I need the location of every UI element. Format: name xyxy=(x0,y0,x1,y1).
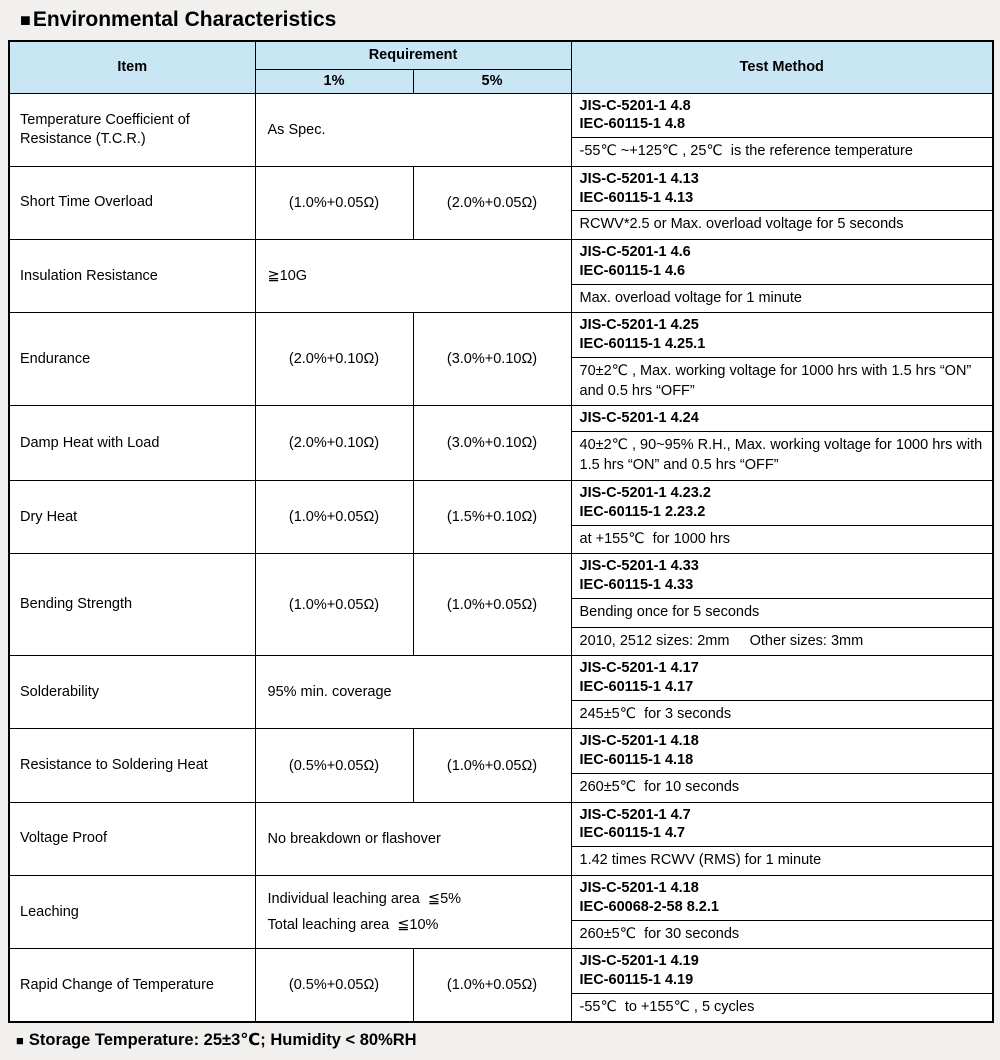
page-title-text: Environmental Characteristics xyxy=(32,8,337,31)
test-line: RCWV*2.5 or Max. overload voltage for 5 seconds xyxy=(579,216,904,233)
test-line: IEC-60115-1 4.25.1 xyxy=(579,336,706,353)
item-cell: Damp Heat with Load xyxy=(9,406,255,481)
test-line: -55℃ ~+125℃ , 25℃ is the reference temperature xyxy=(579,143,913,160)
test-method-cell xyxy=(571,656,993,729)
requirement-5pct-cell: (1.0%+0.05Ω) xyxy=(413,554,571,656)
test-line: 70±2℃ , Max. working voltage for 1000 hrs with 1.5 hrs “ON” and 0.5 hrs “OFF” xyxy=(579,362,972,399)
requirement-1pct-cell: (2.0%+0.10Ω) xyxy=(255,406,413,481)
test-line: IEC-60115-1 4.33 xyxy=(579,577,694,594)
table-row xyxy=(9,875,993,948)
test-line: Bending once for 5 seconds xyxy=(579,604,760,620)
test-method-content xyxy=(572,406,993,480)
table-row xyxy=(9,949,993,1023)
test-standard-refs xyxy=(572,554,993,598)
test-description xyxy=(572,627,993,656)
test-standard-refs xyxy=(572,406,993,431)
requirement-5pct-cell: (3.0%+0.10Ω) xyxy=(413,406,571,481)
table-row xyxy=(9,406,993,481)
test-method-content xyxy=(572,949,993,1021)
test-standard-refs xyxy=(572,313,993,357)
test-standard-refs xyxy=(572,729,993,773)
test-description xyxy=(572,993,993,1022)
test-line: 260±5℃ for 10 seconds xyxy=(579,779,740,796)
test-description xyxy=(572,431,993,480)
test-line: JIS-C-5201-1 4.18 xyxy=(579,879,699,896)
test-standard-refs xyxy=(572,167,993,211)
test-method-content xyxy=(572,656,993,728)
header-item: Item xyxy=(9,41,255,93)
test-line: JIS-C-5201-1 4.19 xyxy=(579,953,699,970)
test-line: JIS-C-5201-1 4.23.2 xyxy=(579,485,711,502)
requirement-cell: As Spec. xyxy=(255,93,571,166)
test-method-cell xyxy=(571,406,993,481)
requirement-1pct-cell: (0.5%+0.05Ω) xyxy=(255,949,413,1023)
requirement-cell: ≧10G xyxy=(255,240,571,313)
requirement-line: Individual leaching area ≦5% xyxy=(267,891,462,907)
test-standard-refs xyxy=(572,240,993,284)
test-line: JIS-C-5201-1 4.18 xyxy=(579,733,699,750)
requirement-5pct-cell: (2.0%+0.05Ω) xyxy=(413,166,571,239)
test-line: IEC-60115-1 4.8 xyxy=(579,116,686,133)
test-method-content xyxy=(572,240,993,312)
table-row xyxy=(9,481,993,554)
requirement-line: Total leaching area ≦10% xyxy=(267,917,439,933)
test-method-cell xyxy=(571,481,993,554)
test-description xyxy=(572,284,993,313)
test-line: 2010, 2512 sizes: 2mm Other sizes: 3mm xyxy=(579,632,864,649)
item-cell: Resistance to Soldering Heat xyxy=(9,729,255,802)
test-method-cell xyxy=(571,729,993,802)
requirement-1pct-cell: (1.0%+0.05Ω) xyxy=(255,481,413,554)
test-line: 245±5℃ for 3 seconds xyxy=(579,705,732,722)
table-row xyxy=(9,554,993,656)
test-line: JIS-C-5201-1 4.13 xyxy=(579,170,699,187)
test-line: IEC-60115-1 4.18 xyxy=(579,752,694,769)
test-method-cell xyxy=(571,554,993,656)
header-row-1 xyxy=(9,41,993,69)
test-description xyxy=(572,525,993,554)
footer-note xyxy=(16,1030,992,1050)
test-method-cell xyxy=(571,93,993,166)
footer-text: Storage Temperature: 25±3℃; Humidity < 80%RH xyxy=(28,1031,417,1050)
test-method-cell xyxy=(571,949,993,1023)
test-line: Max. overload voltage for 1 minute xyxy=(579,289,802,306)
test-line: JIS-C-5201-1 4.33 xyxy=(579,558,699,575)
test-line: JIS-C-5201-1 4.8 xyxy=(579,97,691,114)
test-line: at +155℃ for 1000 hrs xyxy=(579,530,731,547)
item-cell: Endurance xyxy=(9,313,255,406)
test-line: IEC-60115-1 2.23.2 xyxy=(579,503,706,520)
test-standard-refs xyxy=(572,876,993,920)
test-method-content xyxy=(572,313,993,405)
requirement-5pct-cell: (3.0%+0.10Ω) xyxy=(413,313,571,406)
requirement-1pct-cell: (2.0%+0.10Ω) xyxy=(255,313,413,406)
test-description xyxy=(572,920,993,949)
header-tolerance-1pct: 1% xyxy=(255,69,413,93)
test-line: IEC-60115-1 4.19 xyxy=(579,971,694,988)
test-line: 1.42 times RCWV (RMS) for 1 minute xyxy=(579,852,822,869)
page-title xyxy=(20,8,992,32)
test-method-content xyxy=(572,876,993,948)
test-description xyxy=(572,773,993,802)
test-line: JIS-C-5201-1 4.7 xyxy=(579,806,691,823)
square-bullet-icon: ■ xyxy=(16,1032,24,1048)
item-cell: Bending Strength xyxy=(9,554,255,656)
test-description xyxy=(572,137,993,166)
test-standard-refs xyxy=(572,803,993,847)
requirement-cell xyxy=(255,875,571,948)
test-method-cell xyxy=(571,313,993,406)
item-cell: Insulation Resistance xyxy=(9,240,255,313)
table-header xyxy=(9,41,993,93)
test-line: JIS-C-5201-1 4.25 xyxy=(579,317,699,334)
test-method-cell xyxy=(571,166,993,239)
test-line: IEC-60115-1 4.7 xyxy=(579,825,686,842)
requirement-5pct-cell: (1.0%+0.05Ω) xyxy=(413,729,571,802)
requirement-5pct-cell: (1.0%+0.05Ω) xyxy=(413,949,571,1023)
requirement-1pct-cell: (0.5%+0.05Ω) xyxy=(255,729,413,802)
test-line: 40±2℃ , 90~95% R.H., Max. working voltage for 1000 hrs with 1.5 hrs “ON” and 0.5 hrs “OFF” xyxy=(579,437,983,473)
test-description xyxy=(572,700,993,729)
test-method-content xyxy=(572,167,993,239)
test-line: JIS-C-5201-1 4.24 xyxy=(579,410,699,427)
requirement-1pct-cell: (1.0%+0.05Ω) xyxy=(255,166,413,239)
item-cell: Leaching xyxy=(9,875,255,948)
item-cell: Temperature Coefficient of Resistance (T.C.R.) xyxy=(9,93,255,166)
header-requirement: Requirement xyxy=(255,41,571,69)
test-line: JIS-C-5201-1 4.6 xyxy=(579,244,691,260)
item-cell: Solderability xyxy=(9,656,255,729)
test-line: -55℃ to +155℃ , 5 cycles xyxy=(579,998,755,1015)
test-line: IEC-60115-1 4.13 xyxy=(579,189,694,206)
item-cell: Voltage Proof xyxy=(9,802,255,875)
header-tolerance-5pct: 5% xyxy=(413,69,571,93)
item-cell: Rapid Change of Temperature xyxy=(9,949,255,1023)
test-method-content xyxy=(572,803,993,875)
requirement-cell: 95% min. coverage xyxy=(255,656,571,729)
test-method-cell xyxy=(571,875,993,948)
table-row xyxy=(9,313,993,406)
test-description xyxy=(572,846,993,875)
test-standard-refs xyxy=(572,481,993,525)
test-description xyxy=(572,210,993,239)
test-line: 260±5℃ for 30 seconds xyxy=(579,925,740,942)
test-standard-refs xyxy=(572,949,993,993)
table-row xyxy=(9,166,993,239)
test-line: IEC-60068-2-58 8.2.1 xyxy=(579,898,719,915)
requirement-5pct-cell: (1.5%+0.10Ω) xyxy=(413,481,571,554)
test-line: JIS-C-5201-1 4.17 xyxy=(579,660,699,677)
test-method-content xyxy=(572,94,993,166)
table-body xyxy=(9,93,993,1022)
requirement-cell: No breakdown or flashover xyxy=(255,802,571,875)
test-standard-refs xyxy=(572,94,993,138)
item-cell: Dry Heat xyxy=(9,481,255,554)
environmental-characteristics-table xyxy=(8,40,994,1023)
test-method-content xyxy=(572,481,993,553)
test-method-content xyxy=(572,729,993,801)
test-standard-refs xyxy=(572,656,993,700)
test-description xyxy=(572,598,993,627)
test-method-cell xyxy=(571,240,993,313)
test-method-content xyxy=(572,554,993,655)
table-row xyxy=(9,656,993,729)
test-method-cell xyxy=(571,802,993,875)
table-row xyxy=(9,93,993,166)
test-line: IEC-60115-1 4.6 xyxy=(579,262,686,279)
square-bullet-icon: ■ xyxy=(20,10,31,30)
test-line: IEC-60115-1 4.17 xyxy=(579,678,694,695)
table-row xyxy=(9,729,993,802)
test-description xyxy=(572,357,993,405)
table-row xyxy=(9,802,993,875)
requirement-1pct-cell: (1.0%+0.05Ω) xyxy=(255,554,413,656)
table-row xyxy=(9,240,993,313)
header-test-method: Test Method xyxy=(571,41,993,93)
item-cell: Short Time Overload xyxy=(9,166,255,239)
